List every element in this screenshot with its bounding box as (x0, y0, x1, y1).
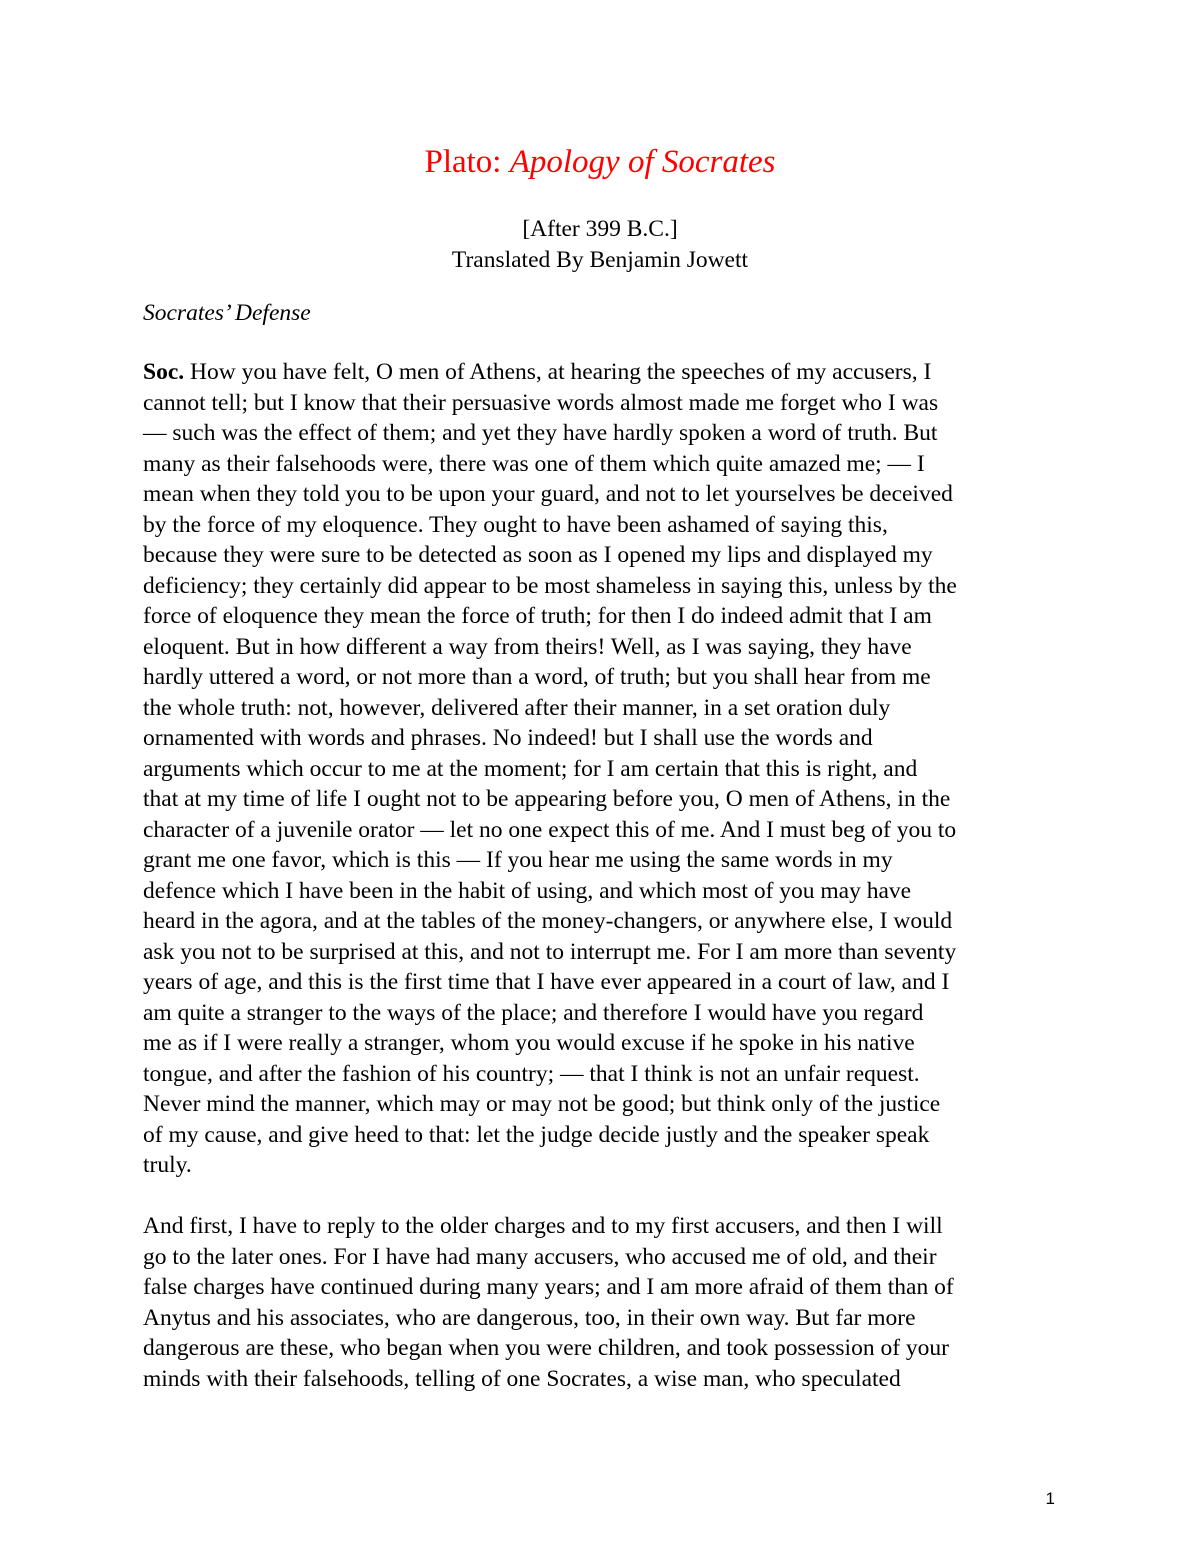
paragraph-1-line: eloquent. But in how different a way from theirs! Well, as I was saying, they have (143, 633, 912, 660)
paragraph-1-line: cannot tell; but I know that their persuasive words almost made me forget who I was (143, 389, 939, 416)
paragraph-1-line: me as if I were really a stranger, whom you would excuse if he spoke in his native (143, 1030, 915, 1056)
paragraph-2-line: And first, I have to reply to the older charges and to my first accusers, and then I will (143, 1213, 943, 1239)
paragraph-1-line: that at my time of life I ought not to be appearing before you, O men of Athens, in the (143, 786, 951, 812)
paragraph-gap (143, 1181, 1063, 1212)
paragraph-2-line: Anytus and his associates, who are dangerous, too, in their own way. But far more (143, 1304, 916, 1331)
paragraph-1-line: years of age, and this is the first time that I have ever appeared in a court of law, and I (143, 969, 950, 995)
body-text (143, 357, 1063, 1394)
paragraph-1-line: deficiency; they certainly did appear to be most shameless in saying this, unless by the (143, 572, 957, 599)
paragraph-1-line: because they were sure to be detected as soon as I opened my lips and displayed my (143, 542, 933, 568)
paragraph-1-line: hardly uttered a word, or not more than a word, of truth; but you shall hear from me (143, 664, 931, 690)
section-heading: Socrates’ Defense (143, 300, 311, 326)
paragraph-1-line: of my cause, and give heed to that: let the judge decide justly and the speaker speak (143, 1121, 930, 1148)
paragraph-1-line: by the force of my eloquence. They ought to have been ashamed of saying this, (143, 511, 888, 538)
document-subtitle (0, 214, 1200, 275)
paragraph-1-line: Never mind the manner, which may or may not be good; but think only of the justice (143, 1091, 941, 1117)
paragraph-1-line: — such was the effect of them; and yet they have hardly spoken a word of truth. But (143, 420, 938, 446)
paragraph-1-line: defence which I have been in the habit of using, and which most of you may have (143, 877, 912, 904)
paragraph-1-line: many as their falsehoods were, there was one of them which quite amazed me; — I (143, 450, 925, 477)
paragraph-1-line-text: How you have felt, O men of Athens, at hearing the speeches of my accusers, I (184, 359, 932, 385)
date-line: [After 399 B.C.] (522, 216, 678, 242)
speaker-label: Soc. (143, 359, 185, 385)
paragraph-1-line: heard in the agora, and at the tables of the money-changers, or anywhere else, I would (143, 908, 953, 934)
paragraph-2-line: minds with their falsehoods, telling of one Socrates, a wise man, who speculated (143, 1365, 901, 1392)
paragraph-1-line: arguments which occur to me at the moment; for I am certain that this is right, and (143, 755, 918, 782)
paragraph-1-line: mean when they told you to be upon your guard, and not to let yourselves be deceived (143, 481, 953, 507)
title-author: Plato: (424, 144, 510, 180)
paragraph-2-line: false charges have continued during many years; and I am more afraid of them than of (143, 1274, 954, 1300)
paragraph-1-line: grant me one favor, which is this — If you hear me using the same words in my (143, 847, 893, 873)
paragraph-2-line: dangerous are these, who began when you were children, and took possession of your (143, 1335, 949, 1361)
paragraph-1-line: truly. (143, 1152, 192, 1178)
paragraph-1-line: force of eloquence they mean the force of truth; for then I do indeed admit that I am (143, 603, 932, 629)
paragraph-1-line: tongue, and after the fashion of his country; — that I think is not an unfair request. (143, 1060, 920, 1087)
paragraph-1-line: am quite a stranger to the ways of the place; and therefore I would have you regard (143, 999, 924, 1026)
paragraph-1-line (143, 357, 1063, 388)
title-work: Apology of Socrates (509, 144, 776, 180)
paragraph-1-line: ask you not to be surprised at this, and not to interrupt me. For I am more than seventy (143, 938, 957, 965)
paragraph-1-line: ornamented with words and phrases. No indeed! but I shall use the words and (143, 725, 873, 751)
paragraph-1-line: the whole truth: not, however, delivered after their manner, in a set oration duly (143, 694, 891, 721)
paragraph-2-line: go to the later ones. For I have had many accusers, who accused me of old, and their (143, 1243, 937, 1270)
paragraph-1-line: character of a juvenile orator — let no one expect this of me. And I must beg of you to (143, 816, 957, 843)
document-title (0, 140, 1200, 184)
page-number: 1 (1045, 1489, 1055, 1508)
translator-line: Translated By Benjamin Jowett (451, 246, 749, 273)
